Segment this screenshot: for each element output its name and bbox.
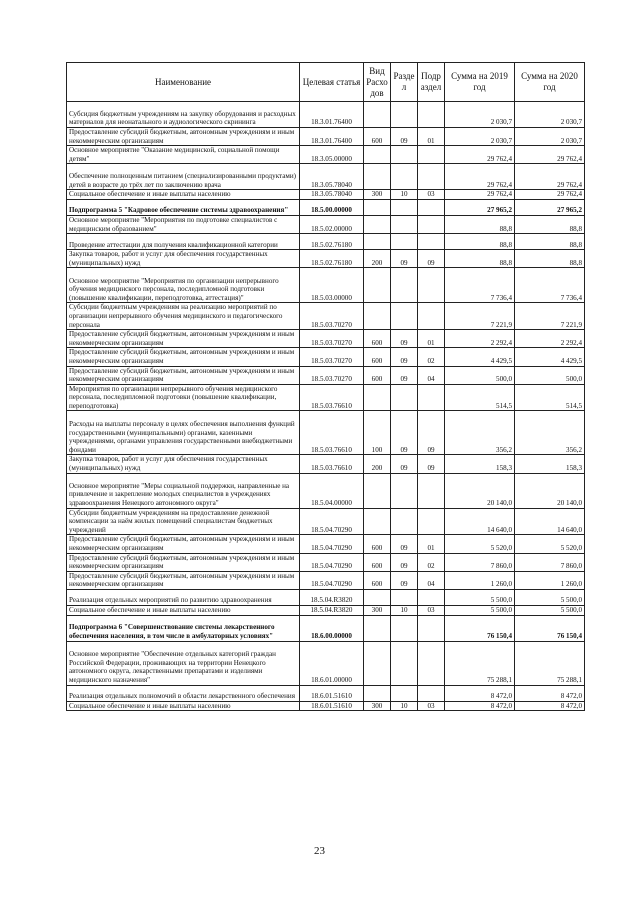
row-target-article: 18.5.04.00000 xyxy=(300,473,364,508)
row-sum-2020: 514,5 xyxy=(515,384,585,411)
header-name: Наименование xyxy=(67,63,300,102)
table-row xyxy=(67,164,585,190)
row-sum-2020: 2 030,7 xyxy=(515,102,585,128)
row-sum-2020: 76 150,4 xyxy=(515,615,585,641)
row-sum-2020: 27 965,2 xyxy=(515,199,585,215)
row-name: Обеспечение полноценным питанием (специализированными продуктами) детей в возрасте до трёх лет по заключению врача xyxy=(67,164,300,190)
row-target-article: 18.5.00.00000 xyxy=(300,199,364,215)
row-expense-type xyxy=(364,641,391,685)
row-name: Проведение аттестации для получения квалификационной категории xyxy=(67,234,300,250)
row-sum-2020: 1 260,0 xyxy=(515,571,585,589)
table-row xyxy=(67,128,585,146)
row-target-article: 18.5.04.R3820 xyxy=(300,606,364,616)
row-subsection: 03 xyxy=(418,701,445,711)
row-expense-type: 600 xyxy=(364,553,391,571)
row-sum-2019: 514,5 xyxy=(445,384,515,411)
row-sum-2019: 2 030,7 xyxy=(445,102,515,128)
row-subsection: 01 xyxy=(418,330,445,348)
row-target-article: 18.5.03.76610 xyxy=(300,411,364,455)
budget-table xyxy=(66,62,585,711)
row-sum-2019: 76 150,4 xyxy=(445,615,515,641)
row-expense-type xyxy=(364,508,391,535)
table-row xyxy=(67,615,585,641)
row-name: Основное мероприятие "Оказание медицинской, социальной помощи детям" xyxy=(67,146,300,164)
row-name: Социальное обеспечение и иные выплаты населению xyxy=(67,701,300,711)
table-row xyxy=(67,199,585,215)
row-section: 09 xyxy=(391,553,418,571)
row-subsection xyxy=(418,641,445,685)
row-subsection: 02 xyxy=(418,348,445,366)
table-row xyxy=(67,473,585,508)
row-sum-2020: 88,8 xyxy=(515,250,585,268)
row-section xyxy=(391,234,418,250)
row-expense-type xyxy=(364,590,391,606)
row-sum-2019: 500,0 xyxy=(445,366,515,384)
row-name: Предоставление субсидий бюджетным, автономным учреждениям и иным некоммерческим организациям xyxy=(67,535,300,553)
row-expense-type xyxy=(364,384,391,411)
table-row xyxy=(67,571,585,589)
row-sum-2019: 158,3 xyxy=(445,455,515,473)
row-sum-2019: 27 965,2 xyxy=(445,199,515,215)
row-sum-2020: 7 221,9 xyxy=(515,303,585,330)
row-sum-2019: 356,2 xyxy=(445,411,515,455)
table-row xyxy=(67,215,585,233)
row-sum-2019: 14 640,0 xyxy=(445,508,515,535)
row-sum-2020: 5 520,0 xyxy=(515,535,585,553)
row-name: Субсидия бюджетным учреждениям на закупку оборудования и расходных материалов для неонатального и аудиологического скрининга xyxy=(67,102,300,128)
header-target-article: Целевая статья xyxy=(300,63,364,102)
header-sum-2019: Сумма на 2019 год xyxy=(445,63,515,102)
header-sum-2020: Сумма на 2020 год xyxy=(515,63,585,102)
row-expense-type xyxy=(364,215,391,233)
row-target-article: 18.5.03.70270 xyxy=(300,348,364,366)
row-sum-2020: 75 288,1 xyxy=(515,641,585,685)
row-expense-type: 200 xyxy=(364,250,391,268)
row-subsection: 01 xyxy=(418,128,445,146)
row-sum-2020: 2 292,4 xyxy=(515,330,585,348)
row-subsection xyxy=(418,215,445,233)
row-subsection xyxy=(418,590,445,606)
row-target-article: 18.3.05.78040 xyxy=(300,190,364,200)
row-name: Социальное обеспечение и иные выплаты населению xyxy=(67,606,300,616)
row-section: 09 xyxy=(391,330,418,348)
row-target-article: 18.5.02.76180 xyxy=(300,250,364,268)
row-name: Субсидии бюджетным учреждениям на реализацию мероприятий по организации непрерывного обучения медицинского и педагогического персонала xyxy=(67,303,300,330)
row-sum-2020: 356,2 xyxy=(515,411,585,455)
row-target-article: 18.3.01.76400 xyxy=(300,128,364,146)
row-sum-2020: 158,3 xyxy=(515,455,585,473)
row-expense-type xyxy=(364,199,391,215)
row-target-article: 18.5.03.70270 xyxy=(300,330,364,348)
row-subsection xyxy=(418,615,445,641)
row-name: Предоставление субсидий бюджетным, автономным учреждениям и иным некоммерческим организациям xyxy=(67,348,300,366)
row-section: 09 xyxy=(391,535,418,553)
row-name: Предоставление субсидий бюджетным, автономным учреждениям и иным некоммерческим организациям xyxy=(67,366,300,384)
row-subsection: 01 xyxy=(418,535,445,553)
row-expense-type: 100 xyxy=(364,411,391,455)
row-expense-type: 600 xyxy=(364,348,391,366)
row-expense-type xyxy=(364,102,391,128)
row-section: 09 xyxy=(391,128,418,146)
table-header-row xyxy=(67,63,585,102)
row-subsection: 03 xyxy=(418,190,445,200)
row-section xyxy=(391,102,418,128)
row-subsection xyxy=(418,199,445,215)
row-subsection: 09 xyxy=(418,250,445,268)
row-sum-2019: 29 762,4 xyxy=(445,190,515,200)
row-subsection: 03 xyxy=(418,606,445,616)
row-subsection: 09 xyxy=(418,411,445,455)
row-section: 09 xyxy=(391,571,418,589)
row-target-article: 18.5.03.70270 xyxy=(300,366,364,384)
row-target-article: 18.5.04.70290 xyxy=(300,553,364,571)
row-expense-type: 600 xyxy=(364,366,391,384)
row-name: Подпрограмма 6 "Совершенствование системы лекарственного обеспечения населения, в том числе в амбулаторных условиях" xyxy=(67,615,300,641)
table-row xyxy=(67,250,585,268)
row-name: Субсидии бюджетным учреждениям на предоставление денежной компенсации за наём жилых помещений специалистам бюджетных учреждений xyxy=(67,508,300,535)
row-subsection xyxy=(418,473,445,508)
row-name: Основное мероприятие "Мероприятия по организации непрерывного обучения медицинского персонала, последипломной подготовки (повышение квалификации, переподготовка, аттестация)" xyxy=(67,268,300,303)
row-expense-type: 600 xyxy=(364,330,391,348)
row-sum-2020: 20 140,0 xyxy=(515,473,585,508)
row-target-article: 18.5.03.76610 xyxy=(300,384,364,411)
row-name: Предоставление субсидий бюджетным, автономным учреждениям и иным некоммерческим организациям xyxy=(67,571,300,589)
row-section: 10 xyxy=(391,701,418,711)
row-expense-type xyxy=(364,268,391,303)
row-expense-type: 200 xyxy=(364,455,391,473)
row-target-article: 18.5.04.R3820 xyxy=(300,590,364,606)
row-sum-2020: 2 030,7 xyxy=(515,128,585,146)
row-target-article: 18.3.05.00000 xyxy=(300,146,364,164)
row-sum-2020: 7 736,4 xyxy=(515,268,585,303)
row-subsection: 02 xyxy=(418,553,445,571)
row-target-article: 18.6.01.00000 xyxy=(300,641,364,685)
row-sum-2019: 75 288,1 xyxy=(445,641,515,685)
table-row xyxy=(67,366,585,384)
table-row xyxy=(67,590,585,606)
row-sum-2020: 7 860,0 xyxy=(515,553,585,571)
row-expense-type: 600 xyxy=(364,128,391,146)
table-row xyxy=(67,146,585,164)
row-name: Закупка товаров, работ и услуг для обеспечения государственных (муниципальных) нужд xyxy=(67,250,300,268)
table-row xyxy=(67,553,585,571)
row-sum-2019: 88,8 xyxy=(445,215,515,233)
row-section: 09 xyxy=(391,366,418,384)
row-section: 10 xyxy=(391,606,418,616)
row-section xyxy=(391,641,418,685)
row-sum-2020: 5 500,0 xyxy=(515,606,585,616)
row-name: Реализация отдельных мероприятий по развитию здравоохранения xyxy=(67,590,300,606)
row-section: 09 xyxy=(391,411,418,455)
row-sum-2019: 88,8 xyxy=(445,250,515,268)
row-subsection: 04 xyxy=(418,571,445,589)
row-target-article: 18.5.02.76180 xyxy=(300,234,364,250)
row-subsection xyxy=(418,164,445,190)
row-sum-2019: 5 500,0 xyxy=(445,590,515,606)
row-sum-2020: 8 472,0 xyxy=(515,685,585,701)
row-name: Реализация отдельных полномочий в области лекарственного обеспечения xyxy=(67,685,300,701)
row-name: Основное мероприятие "Меры социальной поддержки, направленные на привлечение и закрепление молодых специалистов в учреждениях здравоохранения Ненецкого автономного округа" xyxy=(67,473,300,508)
table-row xyxy=(67,606,585,616)
table-row xyxy=(67,234,585,250)
row-section xyxy=(391,268,418,303)
header-expense-type: Вид Расхо дов xyxy=(364,63,391,102)
row-expense-type xyxy=(364,234,391,250)
header-section: Разде л xyxy=(391,63,418,102)
row-target-article: 18.5.04.70290 xyxy=(300,571,364,589)
row-target-article: 18.3.05.78040 xyxy=(300,164,364,190)
row-name: Мероприятия по организации непрерывного обучения медицинского персонала, последипломной подготовки (повышение квалификации, переподготовка) xyxy=(67,384,300,411)
row-section: 09 xyxy=(391,455,418,473)
row-expense-type: 600 xyxy=(364,535,391,553)
row-name: Подпрограмма 5 "Кадровое обеспечение системы здравоохранения" xyxy=(67,199,300,215)
table-row xyxy=(67,508,585,535)
table-row xyxy=(67,641,585,685)
row-sum-2019: 8 472,0 xyxy=(445,701,515,711)
row-target-article: 18.6.00.00000 xyxy=(300,615,364,641)
row-expense-type: 600 xyxy=(364,571,391,589)
row-sum-2019: 7 221,9 xyxy=(445,303,515,330)
row-subsection: 04 xyxy=(418,366,445,384)
row-expense-type xyxy=(364,685,391,701)
row-sum-2019: 2 030,7 xyxy=(445,128,515,146)
row-sum-2020: 14 640,0 xyxy=(515,508,585,535)
table-row xyxy=(67,701,585,711)
row-name: Предоставление субсидий бюджетным, автономным учреждениям и иным некоммерческим организациям xyxy=(67,330,300,348)
row-section xyxy=(391,146,418,164)
row-target-article: 18.3.01.76400 xyxy=(300,102,364,128)
table-row xyxy=(67,384,585,411)
row-expense-type: 300 xyxy=(364,190,391,200)
row-sum-2019: 29 762,4 xyxy=(445,164,515,190)
row-subsection xyxy=(418,268,445,303)
row-sum-2019: 88,8 xyxy=(445,234,515,250)
row-sum-2020: 8 472,0 xyxy=(515,701,585,711)
row-sum-2020: 88,8 xyxy=(515,215,585,233)
row-expense-type xyxy=(364,615,391,641)
row-section xyxy=(391,384,418,411)
row-sum-2020: 29 762,4 xyxy=(515,164,585,190)
budget-table-container xyxy=(66,62,584,711)
row-subsection xyxy=(418,146,445,164)
table-body xyxy=(67,102,585,711)
row-section xyxy=(391,473,418,508)
row-section: 10 xyxy=(391,190,418,200)
row-section: 09 xyxy=(391,348,418,366)
row-section xyxy=(391,685,418,701)
row-name: Закупка товаров, работ и услуг для обеспечения государственных (муниципальных) нужд xyxy=(67,455,300,473)
row-sum-2019: 29 762,4 xyxy=(445,146,515,164)
table-row xyxy=(67,685,585,701)
row-section xyxy=(391,215,418,233)
row-section xyxy=(391,590,418,606)
row-subsection xyxy=(418,685,445,701)
row-section xyxy=(391,615,418,641)
row-subsection xyxy=(418,508,445,535)
table-row xyxy=(67,190,585,200)
row-section xyxy=(391,508,418,535)
row-section: 09 xyxy=(391,250,418,268)
table-row xyxy=(67,303,585,330)
row-name: Расходы на выплаты персоналу в целях обеспечения выполнения функций государственными (муниципальными) органами, казенными учреждениями, органами управления государственными внебюджетными фондами xyxy=(67,411,300,455)
row-sum-2020: 88,8 xyxy=(515,234,585,250)
row-sum-2020: 5 500,0 xyxy=(515,590,585,606)
row-section xyxy=(391,199,418,215)
row-name: Основное мероприятие "Мероприятия по подготовке специалистов с медицинским образованием" xyxy=(67,215,300,233)
table-row xyxy=(67,268,585,303)
row-subsection xyxy=(418,303,445,330)
row-expense-type xyxy=(364,303,391,330)
row-sum-2019: 20 140,0 xyxy=(445,473,515,508)
row-sum-2019: 8 472,0 xyxy=(445,685,515,701)
row-subsection xyxy=(418,234,445,250)
row-expense-type xyxy=(364,473,391,508)
row-sum-2020: 500,0 xyxy=(515,366,585,384)
row-name: Предоставление субсидий бюджетным, автономным учреждениям и иным некоммерческим организациям xyxy=(67,128,300,146)
row-sum-2020: 4 429,5 xyxy=(515,348,585,366)
page-number: 23 xyxy=(314,845,325,857)
row-target-article: 18.5.03.70270 xyxy=(300,303,364,330)
row-target-article: 18.5.02.00000 xyxy=(300,215,364,233)
row-target-article: 18.5.03.00000 xyxy=(300,268,364,303)
row-sum-2019: 4 429,5 xyxy=(445,348,515,366)
table-row xyxy=(67,102,585,128)
row-target-article: 18.5.03.76610 xyxy=(300,455,364,473)
row-sum-2019: 5 500,0 xyxy=(445,606,515,616)
row-target-article: 18.6.01.51610 xyxy=(300,701,364,711)
row-expense-type xyxy=(364,164,391,190)
row-name: Предоставление субсидий бюджетным, автономным учреждениям и иным некоммерческим организациям xyxy=(67,553,300,571)
row-sum-2020: 29 762,4 xyxy=(515,190,585,200)
row-sum-2019: 5 520,0 xyxy=(445,535,515,553)
row-sum-2019: 1 260,0 xyxy=(445,571,515,589)
row-name: Социальное обеспечение и иные выплаты населению xyxy=(67,190,300,200)
header-subsection: Подр аздел xyxy=(418,63,445,102)
row-target-article: 18.5.04.70290 xyxy=(300,535,364,553)
table-row xyxy=(67,455,585,473)
row-section xyxy=(391,303,418,330)
row-expense-type xyxy=(364,146,391,164)
table-row xyxy=(67,411,585,455)
table-row xyxy=(67,535,585,553)
row-name: Основное мероприятие "Обеспечение отдельных категорий граждан Российской Федерации, проживающих на территории Ненецкого автономного округа, лекарственными препаратами и изделиями медицинского назначения" xyxy=(67,641,300,685)
table-row xyxy=(67,348,585,366)
table-row xyxy=(67,330,585,348)
row-subsection: 09 xyxy=(418,455,445,473)
row-sum-2019: 7 860,0 xyxy=(445,553,515,571)
row-target-article: 18.5.04.70290 xyxy=(300,508,364,535)
row-subsection xyxy=(418,384,445,411)
row-sum-2019: 7 736,4 xyxy=(445,268,515,303)
row-section xyxy=(391,164,418,190)
row-subsection xyxy=(418,102,445,128)
row-sum-2020: 29 762,4 xyxy=(515,146,585,164)
row-sum-2019: 2 292,4 xyxy=(445,330,515,348)
row-target-article: 18.6.01.51610 xyxy=(300,685,364,701)
row-expense-type: 300 xyxy=(364,606,391,616)
row-expense-type: 300 xyxy=(364,701,391,711)
